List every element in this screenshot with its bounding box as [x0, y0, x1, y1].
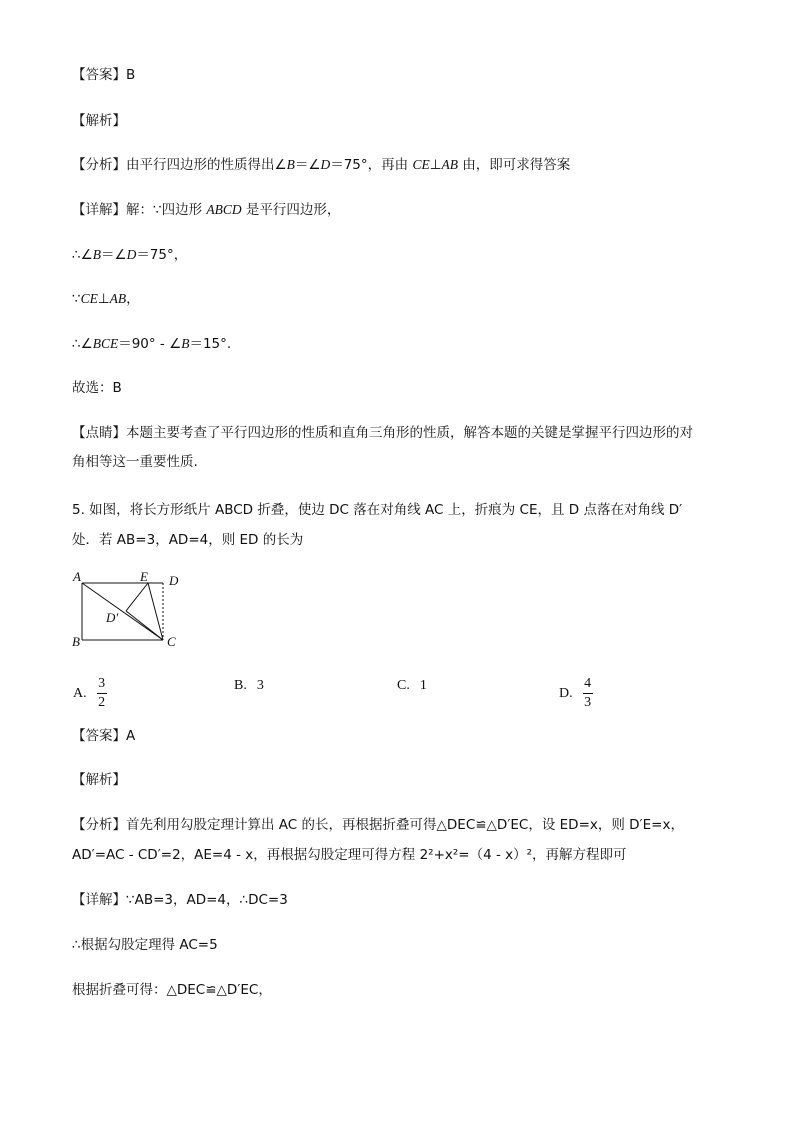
q5-option-c: C. 1 [397, 678, 427, 693]
q5-figure [70, 568, 190, 650]
q4-comment-line2: 角相等这一重要性质. [72, 454, 198, 470]
q4-comment-line1: 【点睛】本题主要考查了平行四边形的性质和直角三角形的性质，解答本题的关键是掌握平行四边形的对 [72, 425, 693, 441]
q4-step1: ∴∠B＝∠D＝75°， [72, 247, 188, 263]
label-D: D [169, 573, 179, 588]
q4-choose: 故选：B [72, 380, 122, 396]
q5-detail-line3: 根据折叠可得：△DEC≌△D′EC， [72, 982, 272, 998]
q5-option-d: D. $\frac{4}{3}$ [559, 676, 592, 710]
label-C: C [167, 634, 176, 649]
q5-option-b: B. 3 [234, 678, 264, 693]
fraction-4-3: $\frac{4}{3}$ [584, 676, 592, 710]
q5-option-a: A. $\frac{3}{2}$ [73, 676, 106, 710]
q4-analysis-title: 【解析】 [72, 113, 126, 129]
q4-answer: 【答案】B [72, 67, 136, 83]
q5-stem-line1: 5. 如图，将长方形纸片 ABCD 折叠，使边 DC 落在对角线 AC 上，折痕为 CE，且 D 点落在对角线 D′ [72, 502, 683, 518]
q5-detail-line2: ∴根据勾股定理得 AC=5 [72, 937, 218, 953]
q5-fenxi-line2: AD′=AC - CD′=2，AE=4 - x，再根据勾股定理可得方程 2²+x²=（4 - x）²，再解方程即可 [72, 847, 627, 863]
fraction-3-2: $\frac{3}{2}$ [98, 676, 106, 710]
q4-step3: ∴∠BCE＝90° - ∠B＝15°. [72, 336, 232, 352]
label-E: E [140, 569, 148, 584]
q5-stem-line2: 处．若 AB=3，AD=4，则 ED 的长为 [72, 532, 304, 548]
q5-detail-line1: 【详解】∵AB=3，AD=4，∴DC=3 [72, 892, 288, 908]
label-B: B [72, 634, 80, 649]
q5-answer: 【答案】A [72, 728, 136, 744]
label-A: A [73, 569, 81, 584]
q4-step2: ∵CE⊥AB， [72, 291, 140, 307]
label-Dprime: D′ [106, 610, 119, 625]
q5-fenxi-line1: 【分析】首先利用勾股定理计算出 AC 的长，再根据折叠可得△DEC≌△D′EC，设 ED=x，则 D′E=x， [72, 817, 684, 833]
q4-fenxi: 【分析】由平行四边形的性质得出∠B＝∠D＝75°，再由 CE⊥AB 由，即可求得答案 [72, 157, 571, 173]
q4-detail: 【详解】解：∵四边形 ABCD 是平行四边形， [72, 202, 341, 218]
q5-analysis-title: 【解析】 [72, 772, 126, 788]
